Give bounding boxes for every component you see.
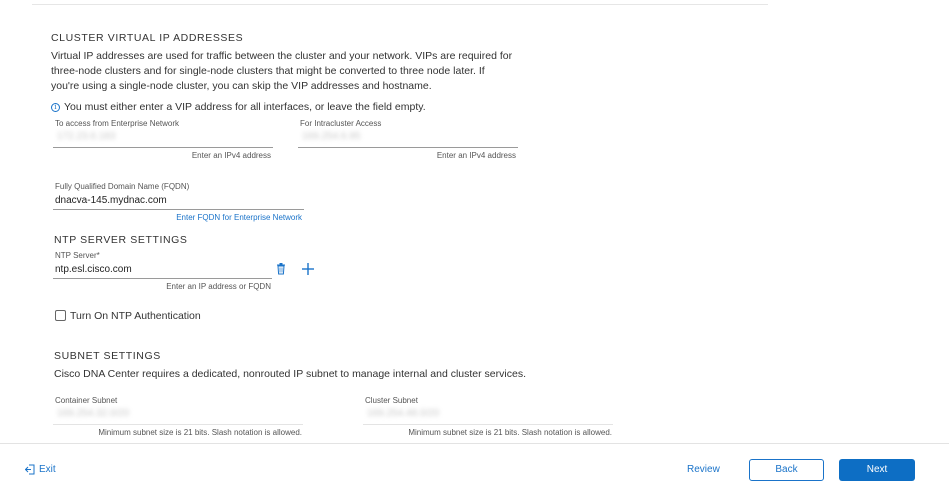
enterprise-vip-label: To access from Enterprise Network	[55, 119, 180, 128]
fqdn-input[interactable]: dnacva-145.mydnac.com	[55, 195, 167, 206]
back-button[interactable]: Back	[749, 459, 824, 481]
container-subnet-help: Minimum subnet size is 21 bits. Slash notation is allowed.	[98, 428, 302, 437]
cluster-vip-desc-2: three-node clusters and for single-node clusters that might be converted to three node later. If	[51, 65, 485, 77]
intracluster-vip-label: For Intracluster Access	[300, 119, 382, 128]
fqdn-help: Enter FQDN for Enterprise Network	[176, 213, 302, 222]
subnet-title: SUBNET SETTINGS	[54, 350, 161, 362]
ntp-title: NTP SERVER SETTINGS	[54, 234, 188, 246]
container-subnet-input[interactable]: 169.254.32.0/20	[57, 408, 130, 419]
add-ntp-server-icon[interactable]	[301, 262, 315, 276]
review-button[interactable]: Review	[687, 464, 720, 475]
fqdn-label: Fully Qualified Domain Name (FQDN)	[55, 182, 190, 191]
cluster-vip-title: CLUSTER VIRTUAL IP ADDRESSES	[51, 32, 244, 44]
enterprise-vip-underline	[53, 147, 273, 148]
trash-icon[interactable]	[276, 263, 286, 275]
cluster-vip-desc-1: Virtual IP addresses are used for traffic between the cluster and your network. VIPs are required for	[51, 50, 513, 62]
enterprise-vip-input[interactable]: 172.23.6.183	[57, 131, 116, 142]
subnet-description: Cisco DNA Center requires a dedicated, nonrouted IP subnet to manage internal and cluster services.	[54, 368, 526, 380]
intracluster-vip-help: Enter an IPv4 address	[436, 151, 516, 160]
next-button[interactable]: Next	[839, 459, 915, 481]
top-divider	[32, 0, 768, 5]
exit-icon	[25, 464, 35, 475]
cluster-subnet-underline	[363, 424, 613, 425]
container-subnet-label: Container Subnet	[55, 396, 118, 405]
ntp-server-underline	[53, 278, 272, 279]
info-icon: i	[51, 103, 60, 112]
ntp-auth-checkbox[interactable]	[55, 310, 66, 321]
ntp-server-help: Enter an IP address or FQDN	[166, 282, 271, 291]
container-subnet-underline	[53, 424, 303, 425]
intracluster-vip-underline	[298, 147, 518, 148]
fqdn-underline	[53, 209, 304, 210]
ntp-server-label: NTP Server*	[55, 251, 100, 260]
vip-info-message	[51, 101, 426, 113]
intracluster-vip-input[interactable]: 169.254.6.95	[302, 131, 361, 142]
exit-link[interactable]	[25, 464, 56, 475]
cluster-vip-desc-3: you're using a single-node cluster, you can skip the VIP addresses and hostname.	[51, 80, 432, 92]
exit-label: Exit	[39, 464, 56, 475]
vip-info-text: You must either enter a VIP address for all interfaces, or leave the field empty.	[64, 101, 426, 113]
ntp-server-input[interactable]: ntp.esl.cisco.com	[55, 264, 132, 275]
cluster-subnet-help: Minimum subnet size is 21 bits. Slash notation is allowed.	[408, 428, 612, 437]
cluster-subnet-input[interactable]: 169.254.48.0/20	[367, 408, 440, 419]
cluster-subnet-label: Cluster Subnet	[365, 396, 418, 405]
enterprise-vip-help: Enter an IPv4 address	[191, 151, 271, 160]
ntp-auth-label[interactable]: Turn On NTP Authentication	[70, 310, 201, 322]
